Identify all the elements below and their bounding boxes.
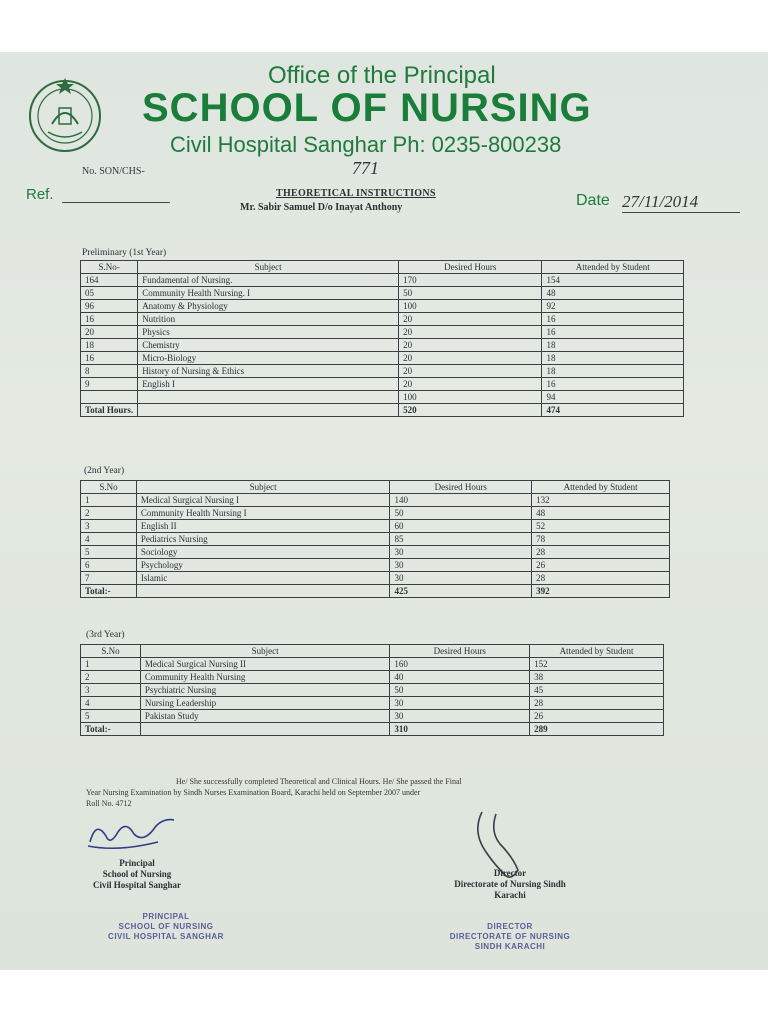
cell-desired-hours: 20	[399, 365, 542, 378]
cell-desired-hours: 20	[399, 339, 542, 352]
cell-desired-hours: 140	[390, 494, 532, 507]
cell-sno: 1	[81, 494, 137, 507]
cell-attended: 152	[530, 658, 664, 671]
letterhead-school-name: SCHOOL OF NURSING	[142, 86, 592, 130]
completion-statement	[86, 776, 686, 809]
header-subject: Subject	[140, 645, 390, 658]
principal-block	[72, 858, 202, 891]
principal-place: Civil Hospital Sanghar	[92, 880, 182, 890]
cell-desired-hours: 50	[390, 684, 530, 697]
cell-desired-hours: 50	[390, 507, 532, 520]
table-row	[81, 572, 670, 585]
student-name: Mr. Sabir Samuel D/o Inayat Anthony	[240, 202, 403, 213]
cell-sno: 5	[81, 710, 141, 723]
total-label: Total:-	[81, 585, 137, 598]
table-row	[81, 520, 670, 533]
cell-attended: 94	[542, 391, 684, 404]
table-header-row	[81, 645, 664, 658]
cell-desired-hours: 100	[399, 391, 542, 404]
cell-attended: 26	[530, 710, 664, 723]
cell-sno: 3	[81, 520, 137, 533]
cell-subject: Psychiatric Nursing	[140, 684, 390, 697]
cell-subject	[138, 404, 399, 417]
cell-subject	[138, 391, 399, 404]
cell-desired-hours: 30	[390, 546, 532, 559]
cell-subject: Medical Surgical Nursing I	[136, 494, 390, 507]
cell-sno: 18	[81, 339, 138, 352]
cell-subject: Medical Surgical Nursing II	[140, 658, 390, 671]
cell-desired-hours: 20	[399, 352, 542, 365]
cell-attended: 16	[542, 326, 684, 339]
table-row	[81, 274, 684, 287]
cell-subject: Sociology	[136, 546, 390, 559]
director-stamp-line-3: SINDH KARACHI	[474, 942, 546, 951]
cell-sno: 164	[81, 274, 138, 287]
director-stamp-line-2: DIRECTORATE OF NURSING	[449, 932, 571, 941]
cell-desired-hours: 20	[399, 313, 542, 326]
table-row	[81, 391, 684, 404]
cell-attended: 18	[542, 352, 684, 365]
table-row	[81, 546, 670, 559]
table-row	[81, 339, 684, 352]
cell-attended: 18	[542, 339, 684, 352]
cell-attended: 16	[542, 313, 684, 326]
cell-subject: Islamic	[136, 572, 390, 585]
principal-org: School of Nursing	[102, 869, 172, 879]
total-label: Total:-	[81, 723, 141, 736]
principal-stamp-line-2: SCHOOL OF NURSING	[118, 922, 214, 931]
cell-attended: 154	[542, 274, 684, 287]
cell-attended: 48	[532, 507, 670, 520]
cell-sno: 6	[81, 559, 137, 572]
letterhead-hospital: Civil Hospital Sanghar Ph: 0235-800238	[170, 132, 562, 157]
table-row	[81, 378, 684, 391]
cell-attended: 45	[530, 684, 664, 697]
director-stamp	[410, 922, 610, 952]
certificate-page	[0, 52, 768, 970]
header-attended: Attended by Student	[532, 481, 670, 494]
ref-label: Ref.	[26, 186, 54, 203]
table-row	[81, 494, 670, 507]
marks-table-second-year	[80, 480, 670, 598]
cell-subject: Pediatrics Nursing	[136, 533, 390, 546]
cell-attended: 78	[532, 533, 670, 546]
cell-subject	[140, 723, 390, 736]
completion-line-2: Year Nursing Examination by Sindh Nurses Examination Board, Karachi held on September 2007 under	[86, 788, 421, 797]
header-desired-hours: Desired Hours	[399, 261, 542, 274]
table-header-row	[81, 481, 670, 494]
table-row	[81, 658, 664, 671]
cell-desired-hours: 30	[390, 559, 532, 572]
cell-desired-hours: 310	[390, 723, 530, 736]
cell-attended: 48	[542, 287, 684, 300]
table-row	[81, 300, 684, 313]
director-stamp-line-1: DIRECTOR	[487, 922, 533, 931]
cell-desired-hours: 30	[390, 697, 530, 710]
table-row	[81, 365, 684, 378]
ref-blank-line	[62, 202, 170, 203]
principal-title: Principal	[119, 858, 155, 868]
table-total-row	[81, 723, 664, 736]
cell-attended: 28	[530, 697, 664, 710]
cell-desired-hours: 20	[399, 326, 542, 339]
cell-sno: 9	[81, 378, 138, 391]
table-row	[81, 507, 670, 520]
cell-subject: Nutrition	[138, 313, 399, 326]
cell-sno: 16	[81, 352, 138, 365]
header-subject: Subject	[136, 481, 390, 494]
cell-sno	[81, 391, 138, 404]
header-subject: Subject	[138, 261, 399, 274]
cell-subject: Pakistan Study	[140, 710, 390, 723]
table-row	[81, 684, 664, 697]
cell-sno: 7	[81, 572, 137, 585]
cell-sno: 3	[81, 684, 141, 697]
document-title: THEORETICAL INSTRUCTIONS	[276, 188, 436, 199]
cell-sno: 8	[81, 365, 138, 378]
principal-stamp-line-1: PRINCIPAL	[142, 912, 190, 921]
cell-desired-hours: 100	[399, 300, 542, 313]
principal-signature	[82, 812, 182, 854]
table-header-row	[81, 261, 684, 274]
header-sno: S.No	[81, 645, 141, 658]
marks-table-first-year	[80, 260, 684, 417]
header-attended: Attended by Student	[542, 261, 684, 274]
cell-subject: Psychology	[136, 559, 390, 572]
cell-desired-hours: 425	[390, 585, 532, 598]
cell-sno: 2	[81, 507, 137, 520]
reference-number-label: No. SON/CHS-	[82, 166, 145, 177]
table-row	[81, 287, 684, 300]
cell-desired-hours: 160	[390, 658, 530, 671]
table-row	[81, 533, 670, 546]
cell-attended: 38	[530, 671, 664, 684]
date-line	[622, 212, 740, 213]
completion-line-1: He/ She successfully completed Theoretical and Clinical Hours. He/ She passed the Final	[176, 777, 462, 786]
cell-desired-hours: 30	[390, 572, 532, 585]
cell-sno: 4	[81, 697, 141, 710]
cell-desired-hours: 40	[390, 671, 530, 684]
cell-desired-hours: 50	[399, 287, 542, 300]
director-title: Director	[493, 868, 527, 878]
cell-attended: 392	[532, 585, 670, 598]
table-total-row	[81, 585, 670, 598]
table-row	[81, 710, 664, 723]
header-sno: S.No	[81, 481, 137, 494]
cell-sno: 5	[81, 546, 137, 559]
table-total-row	[81, 404, 684, 417]
cell-sno: 1	[81, 658, 141, 671]
cell-desired-hours: 60	[390, 520, 532, 533]
cell-sno: 16	[81, 313, 138, 326]
cell-sno: 4	[81, 533, 137, 546]
cell-sno: 96	[81, 300, 138, 313]
cell-attended: 289	[530, 723, 664, 736]
cell-subject: English I	[138, 378, 399, 391]
director-block	[410, 868, 610, 901]
table-row	[81, 697, 664, 710]
cell-desired-hours: 85	[390, 533, 532, 546]
cell-attended: 26	[532, 559, 670, 572]
section-label-second-year: (2nd Year)	[84, 466, 125, 476]
cell-subject: English II	[136, 520, 390, 533]
cell-attended: 474	[542, 404, 684, 417]
letterhead-office: Office of the Principal	[268, 62, 496, 89]
cell-sno: 05	[81, 287, 138, 300]
section-label-first-year: Preliminary (1st Year)	[82, 248, 167, 258]
cell-attended: 28	[532, 572, 670, 585]
cell-attended: 132	[532, 494, 670, 507]
director-org: Directorate of Nursing Sindh	[454, 879, 566, 889]
cell-attended: 52	[532, 520, 670, 533]
handwritten-number: 771	[352, 158, 379, 178]
cell-subject: Physics	[138, 326, 399, 339]
government-seal-icon	[26, 72, 104, 154]
cell-subject: Anatomy & Physiology	[138, 300, 399, 313]
total-label: Total Hours.	[81, 404, 138, 417]
header-attended: Attended by Student	[530, 645, 664, 658]
cell-subject: Chemistry	[138, 339, 399, 352]
cell-attended: 92	[542, 300, 684, 313]
cell-subject	[136, 585, 390, 598]
table-row	[81, 671, 664, 684]
cell-subject: History of Nursing & Ethics	[138, 365, 399, 378]
director-place: Karachi	[494, 890, 526, 900]
cell-sno: 2	[81, 671, 141, 684]
table-row	[81, 313, 684, 326]
principal-stamp	[76, 912, 256, 942]
cell-attended: 28	[532, 546, 670, 559]
table-row	[81, 326, 684, 339]
date-label: Date	[576, 192, 610, 209]
table-row	[81, 352, 684, 365]
cell-subject: Nursing Leadership	[140, 697, 390, 710]
cell-desired-hours: 170	[399, 274, 542, 287]
cell-subject: Community Health Nursing I	[136, 507, 390, 520]
cell-subject: Fundamental of Nursing.	[138, 274, 399, 287]
cell-attended: 16	[542, 378, 684, 391]
date-value: 27/11/2014	[622, 192, 699, 211]
cell-desired-hours: 30	[390, 710, 530, 723]
cell-sno: 20	[81, 326, 138, 339]
cell-desired-hours: 20	[399, 378, 542, 391]
cell-subject: Micro-Biology	[138, 352, 399, 365]
header-desired-hours: Desired Hours	[390, 481, 532, 494]
cell-attended: 18	[542, 365, 684, 378]
cell-desired-hours: 520	[399, 404, 542, 417]
header-desired-hours: Desired Hours	[390, 645, 530, 658]
cell-subject: Community Health Nursing	[140, 671, 390, 684]
table-row	[81, 559, 670, 572]
cell-subject: Community Health Nursing. I	[138, 287, 399, 300]
completion-line-3: Roll No. 4712	[86, 799, 132, 808]
marks-table-third-year	[80, 644, 664, 736]
principal-stamp-line-3: CIVIL HOSPITAL SANGHAR	[108, 932, 224, 941]
header-sno: S.No-	[81, 261, 138, 274]
section-label-third-year: (3rd Year)	[86, 630, 125, 640]
